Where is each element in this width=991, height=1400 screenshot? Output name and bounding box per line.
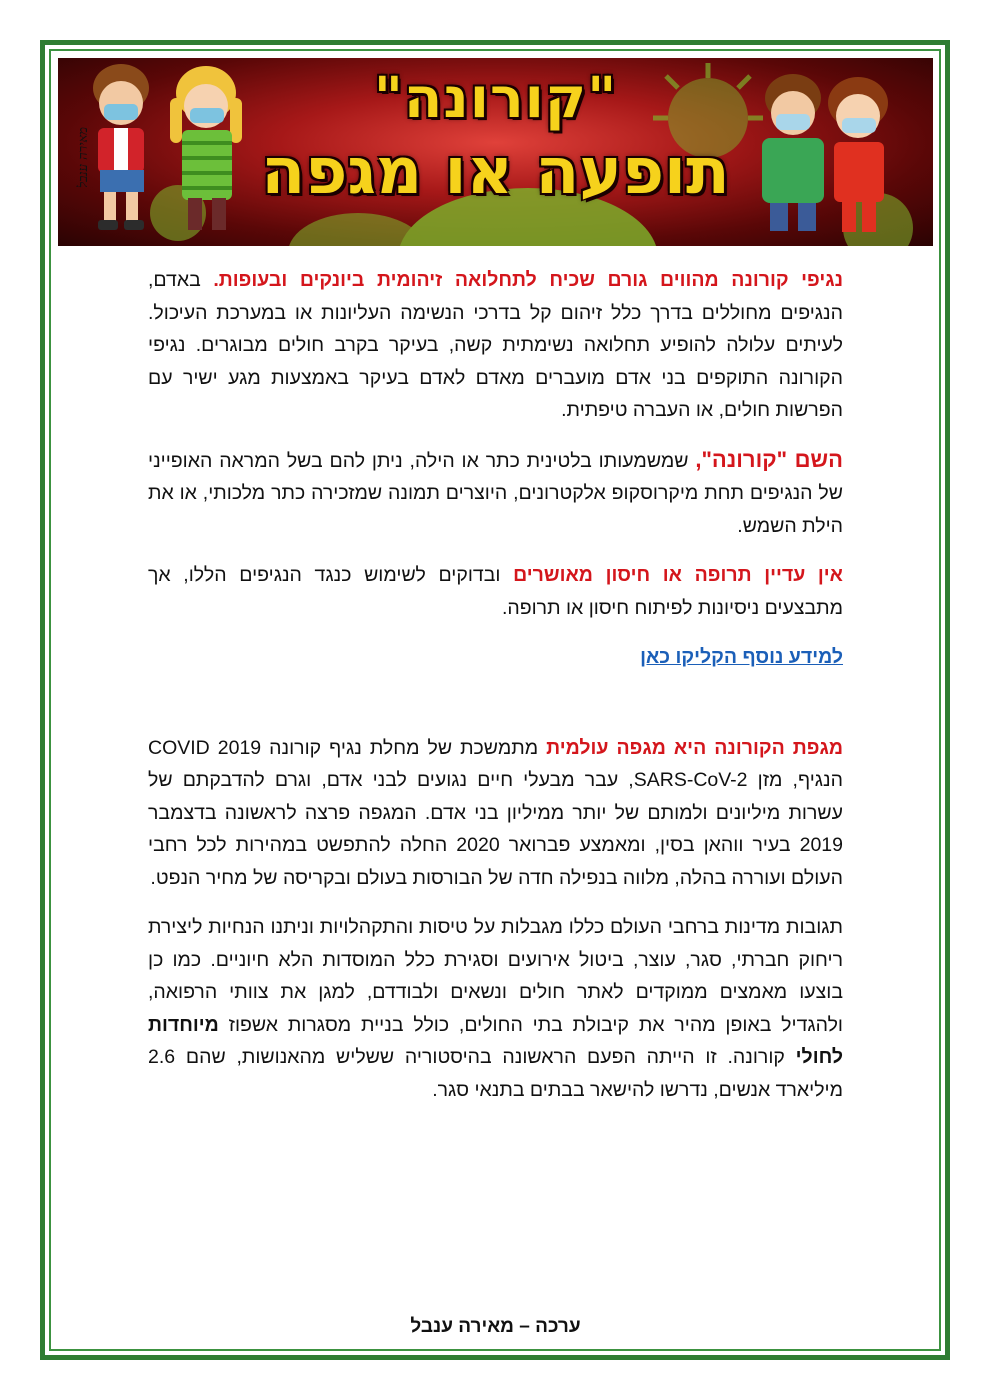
paragraph-4-lead: מגפת הקורונה היא מגפה עולמית [546, 736, 843, 759]
paragraph-1 [148, 264, 843, 427]
paragraph-1-lead: נגיפי קורונה מהווים גורם שכיח לתחלואה זיהומית ביונקים ובעופות. [213, 269, 844, 291]
banner-title-line1: "קורונה" [373, 66, 618, 131]
paragraph-4-body: מתמשכת של מחלת נגיף קורונה COVID 2019 הנגיף, מזן SARS-CoV-2, עבר מבעלי חיים נגועים לבני אדם, וגרם להדבקתם של עשרות מיליונים ולמותם של יותר ממיליון בני אדם. המגפה פרצה לראשונה בדצמבר 2019 בעיר ווהאן בסין, ומאמצע פברואר 2020 החלה להתפשט במהירות לכל רחבי העולם ועוררה בהלה, מלווה בנפילה חדה של הבורסות בעולם ובקריסה של מחיר הנפט. [148, 736, 843, 889]
paragraph-2-lead: השם "קורונה", [695, 446, 843, 472]
paragraph-1-body: באדם, הנגיפים מחוללים בדרך כלל זיהום קל בדרכי הנשימה העליונות או במערכת העיכול. לעיתים עלולה להופיע תחלואה נשימתית קשה, בעיקר בקרב חולים מבוגרים. נגיפי הקורונה התוקפים בני אדם מועברים מאדם לאדם בעיקר באמצעות מגע ישיר עם הפרשות חולים, או העברה טיפתית. [148, 269, 843, 421]
more-info-link[interactable]: למידע נוסף הקליקו כאן [640, 646, 843, 668]
paragraph-3-lead: אין עדיין תרופה או חיסון מאושרים [513, 564, 843, 586]
paragraph-5-after: קורונה. זו הייתה הפעם הראשונה בהיסטוריה ששליש מהאנושות, שהם 2.6 מיליארד אנשים, נדרשו להישאר בבתים בתנאי סגר. [148, 1046, 843, 1101]
footer-credit: ערכה – מאירה ענבל [410, 1316, 581, 1337]
section-spacer [148, 674, 843, 732]
paragraph-2 [148, 444, 843, 543]
artist-signature: מאירה ענבל [76, 127, 91, 189]
article-body [148, 264, 843, 1123]
banner-title-line2: תופעה או מגפה [261, 135, 730, 209]
paragraph-5-bold: מיוחדות לחולי [148, 1013, 843, 1068]
paragraph-3-body: ובדוקים לשימוש כנגד הנגיפים הללו, אך מתבצעים ניסיונות לפיתוח חיסון או תרופה. [148, 564, 843, 619]
paragraph-2-body: שמשמעותו בלטינית כתר או הילה, ניתן להם בשל המראה האופייני של הנגיפים תחת מיקרוסקופ אלקטרונים, היוצרים תמונה שמזכירה כתר מלכותי, או את הילת השמש. [148, 449, 843, 537]
paragraph-5 [148, 911, 843, 1106]
paragraph-3 [148, 559, 843, 624]
paragraph-4 [148, 732, 843, 895]
paragraph-5-before: תגובות מדינות ברחבי העולם כללו מגבלות על טיסות והתקהלויות וניתנו הנחיות ליצירת ריחוק חברתי, סגר, עוצר, ביטול אירועים וסגירת כלל המוסדות הלא חיוניים. כמו כן בוצעו מאמצים ממוקדים לאתר חולים ונשאים ולבודדם, למגן את צוותי הרפואה, ולהגדיל באופן מהיר את קיבולת בתי החולים, כולל בניית מסגרות אשפוז [148, 916, 843, 1036]
header-banner [58, 58, 933, 246]
